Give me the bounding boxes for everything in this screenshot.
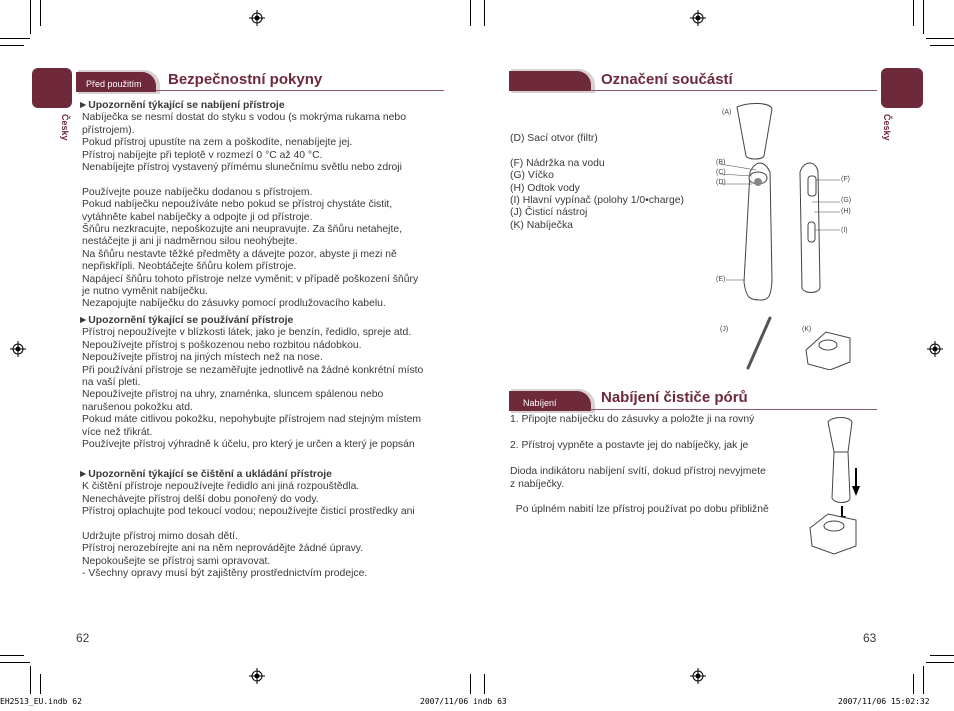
charging-line: Po úplném nabití lze přístroj používat po dobu přibližně [510, 504, 769, 516]
side-label: Česky [60, 114, 70, 141]
part-item: (H) Odtok vody [510, 182, 580, 194]
part-item: (F) Nádržka na vodu [510, 157, 605, 169]
parts-title: Označení součástí [601, 71, 733, 88]
section-badge-blank [509, 71, 591, 91]
print-slug-right: 2007/11/06 15:02:32 [838, 697, 930, 706]
body-line: Přístroj oplachujte pod tekoucí vodou; nepoužívejte čisticí prostředky ani [82, 506, 415, 518]
figure-label-a: (A) [722, 109, 732, 116]
body-line: více než třikrát. [82, 426, 153, 438]
body-line: Nepoužívejte přístroj na uhry, znaménka, sluncem spálenou nebo [82, 389, 384, 401]
body-line: Pokud přístroj upustíte na zem a poškodíte, nenabíjejte jej. [82, 137, 353, 149]
charging-line: 2. Přístroj vypněte a postavte jej do nabíječky, jak je [510, 439, 749, 451]
side-tab [881, 68, 923, 108]
body-line: Při používání přístroje se nezaměřujte jednotlivě na žádné konkrétní místo [82, 364, 424, 376]
body-line: Nepokoušejte se přístroj sami opravovat. [82, 555, 271, 567]
figure-label-c: (C) [716, 169, 726, 176]
figure-label-h: (H) [841, 208, 851, 215]
part-item: (J) Čisticí nástroj [510, 207, 588, 219]
body-line: vytáhněte kabel nabíječky a odpojte ji od přístroje. [82, 211, 313, 223]
body-line: - Všechny opravy musí být zajištěny prostřednictvím prodejce. [82, 568, 368, 580]
part-item: (G) Víčko [510, 170, 554, 182]
title-rule [590, 409, 877, 410]
body-line: Napájecí šňůru tohoto přístroje nelze vyměnit; v případě poškození šňůry [82, 273, 419, 285]
part-item: (K) Nabíječka [510, 219, 573, 231]
side-label: Česky [882, 114, 892, 141]
body-line: Pokud máte citlivou pokožku, nepohybujte přístrojem nad stejným místem [82, 414, 422, 426]
body-line: Přístroj nabíjejte při teplotě v rozmezí 0 °C až 40 °C. [82, 149, 323, 161]
section-badge: Nabíjení [509, 391, 591, 411]
registration-mark-icon [10, 341, 26, 357]
part-item: (I) Hlavní vypínač (polohy 1/0•charge) [510, 195, 685, 206]
body-line: narušenou pokožku atd. [82, 401, 193, 413]
section-heading: ►Upozornění týkající se nabíjení přístroje [78, 100, 285, 111]
body-line: na vaší pleti. [82, 377, 141, 388]
body-line: je nutno vyměnit nabíječku. [82, 286, 208, 297]
title-rule [156, 90, 444, 91]
page-number: 63 [863, 631, 877, 645]
registration-mark-icon [249, 668, 265, 684]
charging-line: Dioda indikátoru nabíjení svítí, dokud přístroj nevyjmete [510, 465, 766, 477]
body-line: nepřiskřípli. Neobtáčejte šňůru kolem přístroje. [82, 261, 297, 273]
figure-label-g: (G) [841, 197, 852, 204]
charging-title: Nabíjení čističe pórů [601, 389, 748, 406]
charging-line: z nabíječky. [510, 478, 565, 490]
part-item: (D) Sací otvor (filtr) [510, 133, 598, 144]
page-number: 62 [76, 631, 90, 645]
body-line: Nabíječka se nesmí dostat do styku s vodou (s mokrýma rukama nebo [82, 112, 406, 124]
body-line: Přístroj nerozebírejte ani na něm neprovádějte žádné úpravy. [82, 543, 364, 555]
body-line: Nepoužívejte přístroj na jiných místech než na nose. [82, 352, 323, 364]
print-slug-middle: 2007/11/06 indb 63 [420, 697, 507, 706]
section-heading: ►Upozornění týkající se používání přístroje [78, 315, 294, 326]
title-rule [590, 90, 877, 91]
charging-line: 1. Připojte nabíječku do zásuvky a položte ji na rovný [510, 414, 755, 425]
body-line: Udržujte přístroj mimo dosah dětí. [82, 531, 238, 542]
body-line: Používejte přístroj výhradně k účelu, pro který je určen a který je popsán [82, 439, 415, 450]
figure-label-j: (J) [720, 326, 729, 333]
page-title: Bezpečnostní pokyny [168, 71, 323, 88]
figure-label-k: (K) [802, 326, 812, 333]
body-line: Používejte pouze nabíječku dodanou s přístrojem. [82, 186, 313, 198]
figure-label-d: (D) [716, 179, 726, 186]
registration-mark-icon [690, 668, 706, 684]
body-line: K čištění přístroje nepoužívejte ředidlo ani jiná rozpouštědla. [82, 481, 360, 493]
body-line: přístrojem). [82, 124, 135, 136]
body-line: Nezapojujte nabíječku do zásuvky pomocí prodlužovacího kabelu. [82, 298, 386, 310]
section-badge: Před použitím [76, 72, 156, 92]
body-line: Přístroj nepoužívejte v blízkosti látek, jako je benzín, ředidlo, spreje atd. [82, 327, 412, 339]
body-line: Nepoužívejte přístroj s poškozenou nebo rozbitou nádobkou. [82, 339, 362, 351]
body-line: Šňůru nezkracujte, nepoškozujte ani neupravujte. Za šňůru netahejte, [82, 224, 403, 235]
body-line: nestáčejte ji ani ji nadměrnou silou neohýbejte. [82, 236, 298, 248]
registration-mark-icon [249, 10, 265, 26]
figure-label-e: (E) [716, 276, 726, 283]
body-line: Nenabíjejte přístroj vystavený přímému slunečnímu světlu nebo zdroji [82, 162, 402, 173]
registration-mark-icon [690, 10, 706, 26]
body-line: Na šňůru nestavte těžké předměty a dávejte pozor, abyste ji mezi ně [82, 248, 397, 260]
body-line: Nenechávejte přístroj delší dobu ponořený do vody. [82, 493, 319, 505]
body-line: Pokud nabíječku nepoužíváte nebo pokud se přístroj chystáte čistit, [82, 199, 393, 211]
section-heading: ►Upozornění týkající se čištění a ukládání přístroje [78, 469, 332, 480]
charging-illustration [800, 412, 880, 562]
side-tab [32, 68, 72, 108]
figure-label-b: (B) [716, 159, 726, 166]
print-slug-left: EH2513_EU.indb 62 [0, 697, 82, 706]
registration-mark-icon [927, 341, 943, 357]
figure-label-f: (F) [841, 176, 850, 183]
figure-label-i: (I) [841, 227, 848, 234]
